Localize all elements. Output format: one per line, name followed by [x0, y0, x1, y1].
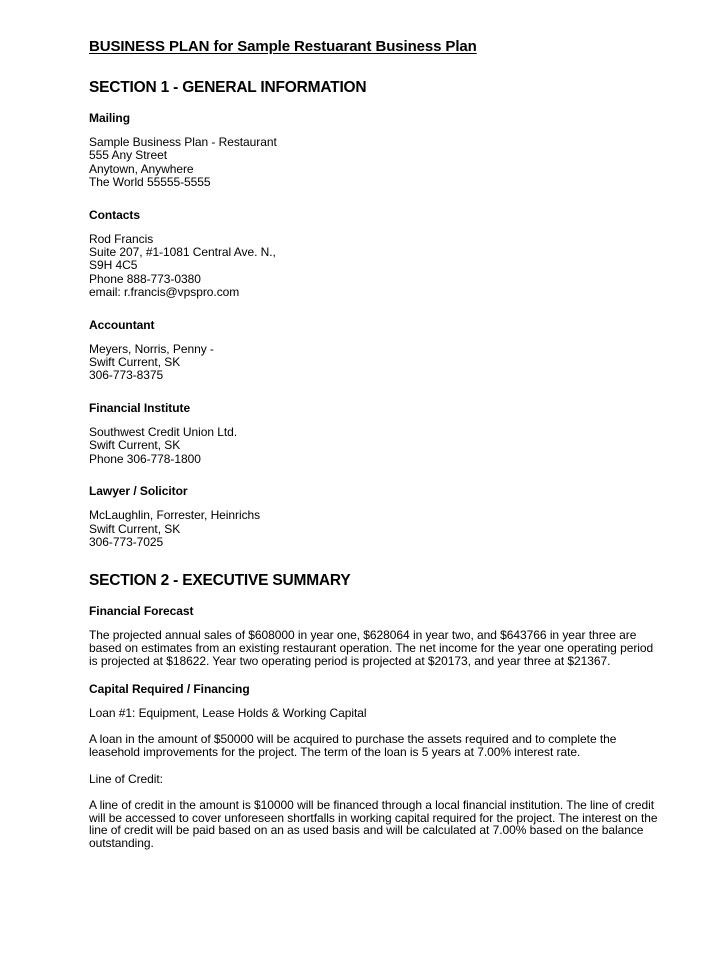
address-block-contacts: [89, 233, 660, 300]
address-block-mailing: [89, 136, 660, 190]
address-block-lawyer-solicitor: [89, 509, 660, 549]
subheading-contacts: Contacts: [89, 207, 140, 222]
paragraph-financial-forecast: The projected annual sales of $608000 in year one, $628064 in year two, and $643766 in year three are based on estimates from an existing restaurant operation. The net income for the year one operating period is projected at $18622. Year two operating period is projected at $20173, and year three at $21367.: [89, 628, 654, 669]
subheading-capital-required: Capital Required / Financing: [89, 682, 250, 697]
document-title-text: BUSINESS PLAN for Sample Restuarant Business Plan: [89, 38, 477, 55]
subheading-lawyer-solicitor: Lawyer / Solicitor: [89, 484, 188, 499]
document-title: [89, 38, 660, 56]
address-line: McLaughlin, Forrester, Heinrichs: [89, 508, 261, 523]
label-line-of-credit: Line of Credit:: [89, 771, 163, 786]
address-line: Rod Francis: [89, 231, 154, 246]
paragraph-loan-one: A loan in the amount of $50000 will be acquired to purchase the assets required and to complete the leasehold improvements for the project. The term of the loan is 5 years at 7.00% interest rate.: [89, 731, 617, 759]
address-line-phone: 306-773-7025: [89, 534, 164, 549]
address-line-email: email: r.francis@vpspro.com: [89, 285, 240, 300]
address-line: Meyers, Norris, Penny -: [89, 341, 214, 356]
address-line: Swift Current, SK: [89, 521, 181, 536]
address-line: Sample Business Plan - Restaurant: [89, 135, 277, 149]
address-line: 555 Any Street: [89, 148, 168, 163]
address-line: Anytown, Anywhere: [89, 161, 194, 176]
section-heading-executive-summary: SECTION 2 - EXECUTIVE SUMMARY: [89, 572, 351, 590]
address-block-accountant: [89, 343, 660, 383]
subheading-accountant: Accountant: [89, 317, 155, 332]
address-line: Swift Current, SK: [89, 355, 181, 370]
section-heading-general-information: SECTION 1 - GENERAL INFORMATION: [89, 79, 367, 96]
subheading-mailing: Mailing: [89, 111, 130, 125]
address-line: S9H 4C5: [89, 258, 138, 273]
address-line-phone: Phone 888-773-0380: [89, 271, 201, 286]
address-line: Southwest Credit Union Ltd.: [89, 424, 238, 439]
label-loan-one: Loan #1: Equipment, Lease Holds & Working Capital: [89, 706, 367, 721]
address-line: The World 55555-5555: [89, 175, 211, 190]
address-line-phone: 306-773-8375: [89, 368, 164, 383]
address-block-financial-institute: [89, 426, 660, 466]
address-line: Suite 207, #1-1081 Central Ave. N.,: [89, 245, 276, 260]
subheading-financial-institute: Financial Institute: [89, 400, 191, 415]
address-line-phone: Phone 306-778-1800: [89, 451, 201, 466]
subheading-financial-forecast: Financial Forecast: [89, 604, 194, 619]
paragraph-line-of-credit: A line of credit in the amount is $10000 will be financed through a local financial institution. The line of credit will be accessed to cover unforeseen shortfalls in working capital required for the project. The interest on the line of credit will be paid based on an as used basis and will be calculated at 7.00% based on the balance outstanding.: [89, 797, 658, 851]
address-line: Swift Current, SK: [89, 438, 181, 453]
